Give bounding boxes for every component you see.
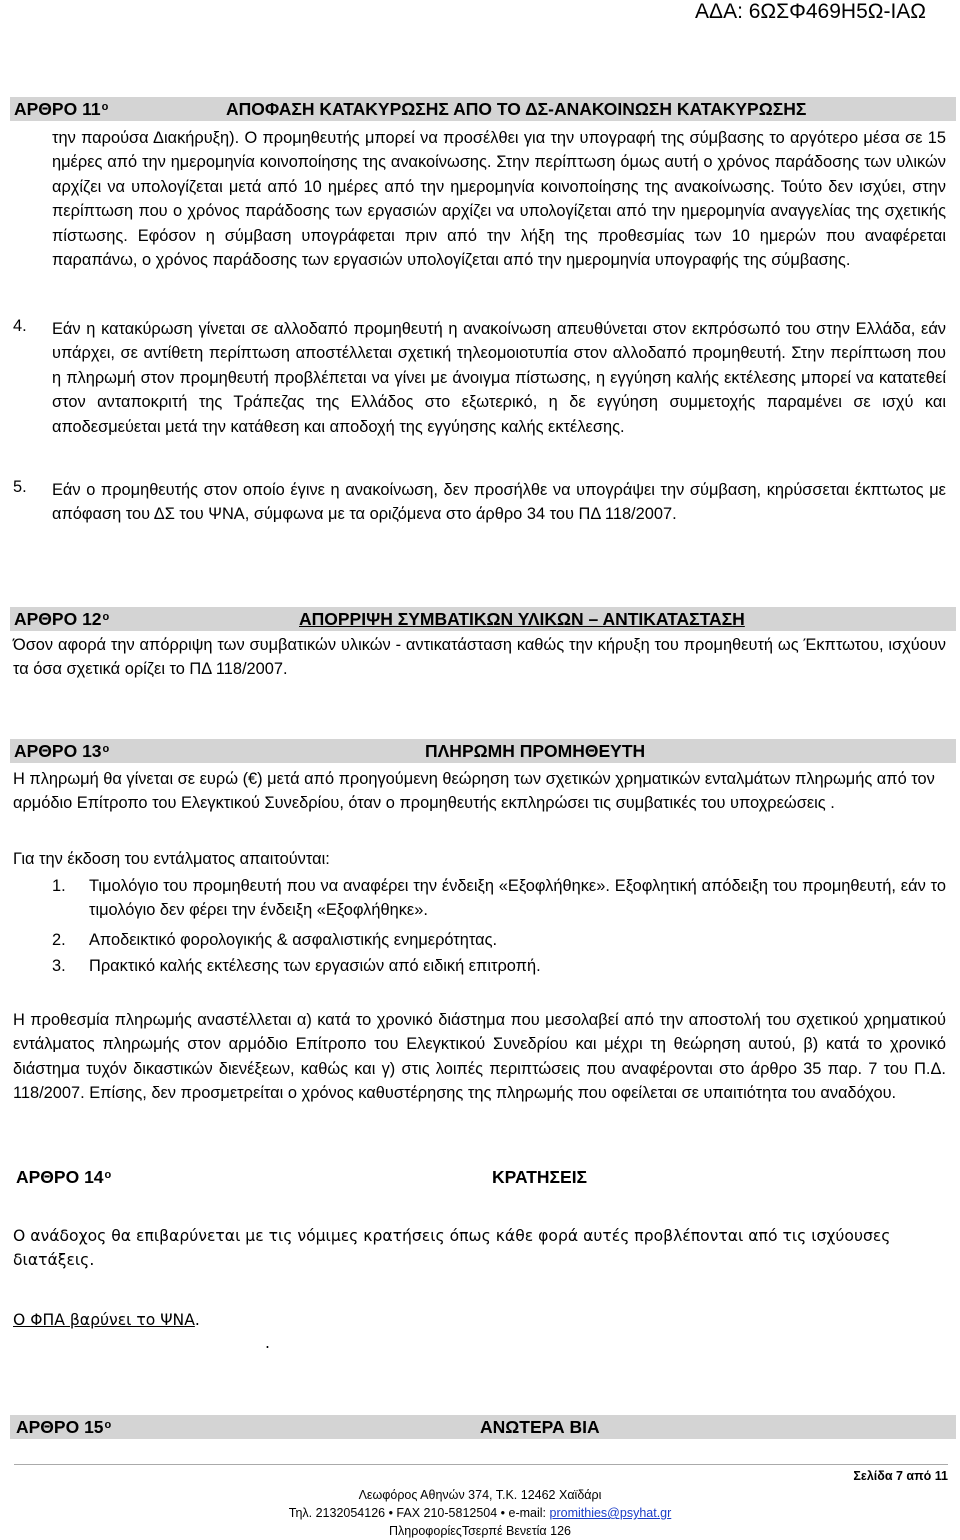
item-5-number: 5. [13, 478, 27, 496]
footer-info: ΠληροφορίεςΤσερπέ Βενετία 126 [389, 1524, 571, 1538]
article-11-title: ΑΠΟΦΑΣΗ ΚΑΤΑΚΥΡΩΣΗΣ ΑΠΟ ΤΟ ΔΣ-ΑΝΑΚΟΙΝΩΣΗ ΚΑΤΑΚΥΡΩΣΗΣ [226, 99, 807, 119]
article-13-text-1: Η πληρωμή θα γίνεται σε ευρώ (€) μετά από προηγούμενη θεώρηση των σχετικών χρηματικών ενταλμάτων πληρωμής από τον αρμόδιο Επίτροπο του Ελεγκτικού Συνεδρίου, όταν ο προμηθευτής εκπληρώσει τις συμβατικές του υποχρεώσεις . [13, 770, 935, 813]
email-link[interactable]: promithies@psyhat.gr [549, 1506, 672, 1520]
article-14-header: ΑΡΘΡΟ $14^o$ ΚΡΑΤΗΣΕΙΣ [16, 1167, 588, 1187]
article-15-title: ΑΝΩΤΕΡΑ ΒΙΑ [480, 1417, 600, 1437]
article-11-label: ΑΡΘΡΟ 11 [14, 99, 101, 119]
item-4-number: 4. [13, 317, 27, 335]
lone-dot: . [265, 1334, 270, 1352]
article-13-text-2: Για την έκδοση του εντάλματος απαιτούνται: [13, 850, 330, 868]
article-12-header: ΑΡΘΡΟ $12^o$ ΑΠΟΡΡΙΨΗ ΣΥΜΒΑΤΙΚΩΝ ΥΛΙΚΩΝ – ΑΝΤΙΚΑΤΑΣΤΑΣΗ [10, 607, 956, 631]
footer-address: Λεωφόρος Αθηνών 374, Τ.Κ. 12462 Χαϊδάρι [358, 1488, 602, 1502]
vat-note: Ο ΦΠΑ βαρύνει το ΨΝΑ. [13, 1311, 200, 1329]
article-11-continuation: την παρούσα Διακήρυξη). Ο προμηθευτής μπορεί να προσέλθει για την υπογραφή της σύμβασης το αργότερο μέσα σε 15 ημέρες από την ημερομηνία κοινοποίησης της ανακοίνωσης. Στην περίπτωση όμως αυτή ο χρόνος παράδοσης των υλικών αρχίζει να υπολογίζεται μετά από 10 ημέρες από την ημερομηνία κοινοποίησης της ανακοίνωσης. Τούτο δεν ισχύει, στην περίπτωση που ο χρόνος παράδοσης των εργασιών αρχίζει να υπολογίζεται από την ημερομηνία αναγγελίας της σχετικής πίστωσης. Εφόσον η σύμβαση υπογράφεται πριν από την λήξη της προθεσμίας των 10 ημερών που αναφέρεται παραπάνω, ο χρόνος παράδοσης των εργασιών υπολογίζεται από την ημερομηνία υπογραφής της σύμβασης. [52, 129, 946, 270]
article-13-title: ΠΛΗΡΩΜΗ ΠΡΟΜΗΘΕΥΤΗ [425, 741, 646, 761]
article-11-item-4: Εάν η κατακύρωση γίνεται σε αλλοδαπό προμηθευτή η ανακοίνωση απευθύνεται στον εκπρόσωπό του στην Ελλάδα, εάν υπάρχει, σε αντίθετη περίπτωση αποστέλλεται σχετική τηλεομοιοτυπία στον αλλοδαπό προμηθευτή. Στην περίπτωση που η πληρωμή στον προμηθευτή προβλέπεται να γίνει με άνοιγμα πίστωσης, η εγγύηση καλής εκτέλεσης μπορεί να κατατεθεί στον ανταποκριτή της Τράπεζας της Ελλάδος στο εξωτερικό, η δε εγγύηση συμμετοχής παραμένει σε ισχύ και αποδεσμεύεται μετά την κατάθεση και αποδοχή της εγγύησης καλής εκτέλεσης. [52, 320, 946, 436]
article-12-text: Όσον αφορά την απόρριψη των συμβατικών υλικών - αντικατάσταση καθώς την κήρυξη του προμηθευτή ως Έκπτωτου, ισχύουν τα όσα σχετικά ορίζει το ΠΔ 118/2007. [13, 636, 946, 679]
footer-divider [14, 1464, 948, 1465]
footer-contact: Τηλ. 2132054126 • FAX 210-5812504 • e-mail: promithies@psyhat.gr [288, 1506, 672, 1520]
page-number: Σελίδα 7 από 11 [853, 1469, 948, 1483]
article-14-text: Ο ανάδοχος θα επιβαρύνεται με τις νόμιμες κρατήσεις όπως κάθε φορά αυτές προβλέπονται από τις ισχύουσες διατάξεις. [13, 1227, 891, 1269]
article-12-label: ΑΡΘΡΟ 12 [14, 609, 102, 629]
article-13-header: ΑΡΘΡΟ $13^o$ ΠΛΗΡΩΜΗ ΠΡΟΜΗΘΕΥΤΗ [10, 739, 956, 763]
article-15-label: ΑΡΘΡΟ 15 [16, 1417, 104, 1437]
article-15-header: ΑΡΘΡΟ $15^o$ ΑΝΩΤΕΡΑ ΒΙΑ [10, 1415, 956, 1439]
article-11-header: ΑΡΘΡΟ $11^o$ ΑΠΟΦΑΣΗ ΚΑΤΑΚΥΡΩΣΗΣ ΑΠΟ ΤΟ ΔΣ-ΑΝΑΚΟΙΝΩΣΗ ΚΑΤΑΚΥΡΩΣΗΣ [10, 97, 956, 121]
article-14-title: ΚΡΑΤΗΣΕΙΣ [492, 1167, 588, 1187]
article-13-label: ΑΡΘΡΟ 13 [14, 741, 102, 761]
article-13-text-3: Η προθεσμία πληρωμής αναστέλλεται α) κατά το χρονικό διάστημα που μεσολαβεί από την αποστολή του σχετικού χρηματικού εντάλματος πληρωμής στον αρμόδιο Επίτροπο του Ελεγκτικού Συνεδρίου και μέχρι τη θεώρηση αυτού, β) κατά το χρονικό διάστημα τυχόν δικαστικών διενέξεων, καθώς και γ) στις λοιπές περιπτώσεις που αναφέρονται στο άρθρο 35 παρ. 7 του Π.Δ. 118/2007. Επίσης, δεν προσμετρείται ο χρόνος καθυστέρησης της πληρωμής που οφείλεται σε υπαιτιότητα του αναδόχου. [13, 1011, 946, 1103]
article-12-title: ΑΠΟΡΡΙΨΗ ΣΥΜΒΑΤΙΚΩΝ ΥΛΙΚΩΝ – ΑΝΤΙΚΑΤΑΣΤΑΣΗ [299, 609, 745, 629]
ada-header: ΑΔΑ: 6ΩΣΦ469Η5Ω-ΙΑΩ [695, 0, 926, 23]
article-14-label: ΑΡΘΡΟ 14 [16, 1167, 104, 1187]
article-11-item-5: Εάν ο προμηθευτής στον οποίο έγινε η ανακοίνωση, δεν προσήλθε να υπογράψει την σύμβαση, κηρύσσεται έκπτωτος με απόφαση του ΔΣ του ΨΝΑ, σύμφωνα με τα οριζόμενα στο άρθρο 34 του ΠΔ 118/2007. [52, 481, 946, 524]
